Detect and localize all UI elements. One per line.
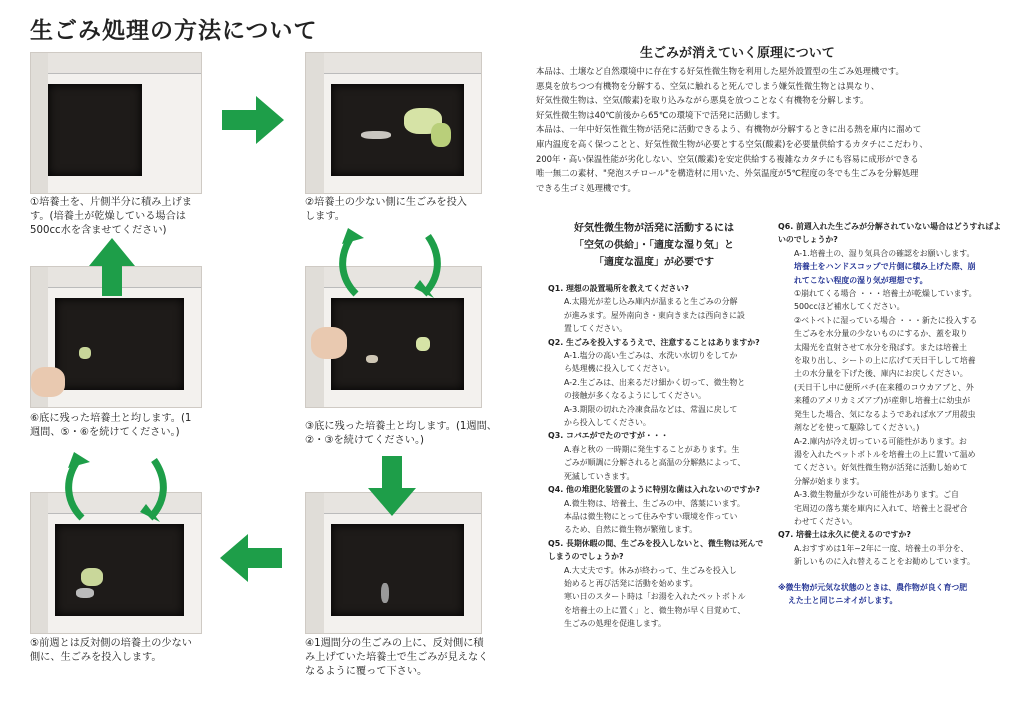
principle-body: 本品は、土壌など自然環境中に存在する好気性微生物を利用した屋外設置型の生ごみ処理機です。 悪臭を放ちつつ有機物を分解する、空気に触れると死んでしまう嫌気性微生物とは異なり、 好気性微生物は、空気(酸素)を取り込みながら悪臭を放つことなく有機物を分解します。 好気性微生物は40℃前後から65℃の環境下で活発に活動します。 本品は、一年中好気性微生物が活発に活動できるよう、有機物が分解するときに出る熱を庫内に溜めて 庫内温度を高く保つことと、好気性微生物が必要とする空気(酸素)を必要量供給するカタチにこだわり、 200年・高い保温性能が劣化しない、空気(酸素)を安定供給する複雑なカタチにも容易に成形ができる 唯一無二の素材、"発泡スチロール"を構造材に用いた、外気温度が5℃程度の冬でも生ごみを分解処理 できる生ゴミ処理機です。	[536, 66, 928, 193]
arrow-left-icon	[220, 534, 282, 582]
step6-caption: ⑥底に残った培養土と均します。(1週間、⑤・⑥を続けてください。)	[30, 413, 192, 438]
faq-item: Q4. 他の堆肥化装置のように特別な菌は入れないのですか? A.微生物は、培養土、生ごみの中、落葉にいます。 本品は微生物にとって住みやすい環境を作ってい るため、自然に微生物が繁殖します。	[548, 485, 760, 535]
faq-item: Q7. 培養土は永久に使えるのですか? A.おすすめは1年~2年に一度、培養土の半分を、 新しいものに入れ替えることをお勧めしています。	[778, 530, 975, 567]
step5-caption: ⑤前週とは反対側の培養土の少ない側に、生ごみを投入します。	[30, 638, 192, 663]
faq-item: Q2. 生ごみを投入するうえで、注意することはありますか? A-1.塩分の高い生ごみは、水洗い水切りをしてか ら処理機に投入してください。 A-2.生ごみは、出来るだけ細かく切って、微生物と の接触が多くなるようにしてください。 A-3.期限の切れた冷凍食品などは、常温に戻して から投入してください。	[548, 337, 760, 428]
faq-right	[778, 220, 1006, 607]
faq-left	[548, 282, 770, 631]
note: ※微生物が元気な状態のときは、農作物が良く育つ肥 えた土と同じニオイがします。	[778, 582, 968, 605]
arrow-up-icon	[89, 238, 135, 296]
step1-photo	[30, 52, 202, 194]
arrow-down-icon	[368, 456, 416, 516]
step2-photo	[305, 52, 482, 194]
faq-item: Q6. 前週入れた生ごみが分解されていない場合はどうすればよいのでしょうか? A-1.培養土の、湿り気具合の確認をお願いします。 培養土をハンドスコップで片側に積み上げた際、崩 れてこない程度の湿り気が理想です。 ①崩れてくる場合 ・・・培養土が乾燥しています。 500ccほど補水してください。 ②ベトベトに湿っている場合 ・・・新たに投入する 生ごみを水分量の少ないものにするか、蓋を取り 太陽光を直射させて水分を飛ばす。または培養土 を取り出し、シートの上に広げて天日干しして培養 土の水分量を下げた後、庫内にお戻しください。 (天日干し中に便所バチ(在来種のコウカアブと、外 来種のアメリカミズアブ)が産卵し培養土に幼虫が 発生した場合、気になるようであれば水アブ用殺虫 剤などを使って駆除してください。) A-2.庫内が冷え切っている可能性があります。お 湯を入れたペットボトルを培養土の上に置いて温め てください。好気性微生物が活発に活動し始めて 分解が始まります。 A-3.微生物量が少ない可能性があります。ご自 宅周辺の落ち葉を庫内に入れて、培養土と混ぜ合 わせてください。	[778, 222, 1002, 526]
principle-title: 生ごみが消えていく原理について	[640, 46, 835, 61]
conditions-heading: 好気性微生物が活発に活動するには 「空気の供給」・「適度な湿り気」と 「適度な温度」が必要です	[574, 223, 734, 268]
faq-item: Q5. 長期休暇の間、生ごみを投入しないと、微生物は死んでしまうのでしょうか? A.大丈夫です。休みが終わって、生ごみを投入し 始めると再び活発に活動を始めます。 寒い日のスタート時は「お湯を入れたペットボトル を培養土の上に置く」と、微生物が早く目覚めて、 生ごみの処理を促進します。	[548, 538, 764, 629]
step3-caption: ③底に残った培養土と均します。(1週間、②・③を続けてください。)	[305, 421, 497, 446]
step1-caption: ①培養土を、片側半分に積み上げます。(培養土が乾燥している場合は500cc水を含ませてください)	[30, 197, 192, 236]
faq-item: Q3. コバエがでたのですが・・・ A.春と秋の 一時期に発生することがあります。生 ごみが順調に分解されると高温の分解熱によって、 死滅していきます。	[548, 431, 746, 481]
arrow-right-icon	[222, 96, 284, 144]
cycle-arrows-icon	[56, 452, 176, 522]
step4-caption: ④1週間分の生ごみの上に、反対側に積み上げていた培養土で生ごみが見えなくなるように覆って下さい。	[305, 638, 489, 677]
cycle-arrows-icon	[330, 228, 450, 298]
faq-item: Q1. 理想の設置場所を教えてください? A.太陽光が差し込み庫内が温まると生ごみの分解 が進みます。屋外南向き・東向きまたは西向きに設 置してください。	[548, 284, 745, 334]
step2-caption: ②培養土の少ない側に生ごみを投入します。	[305, 197, 467, 222]
page-title: 生ごみ処理の方法について	[30, 18, 318, 44]
